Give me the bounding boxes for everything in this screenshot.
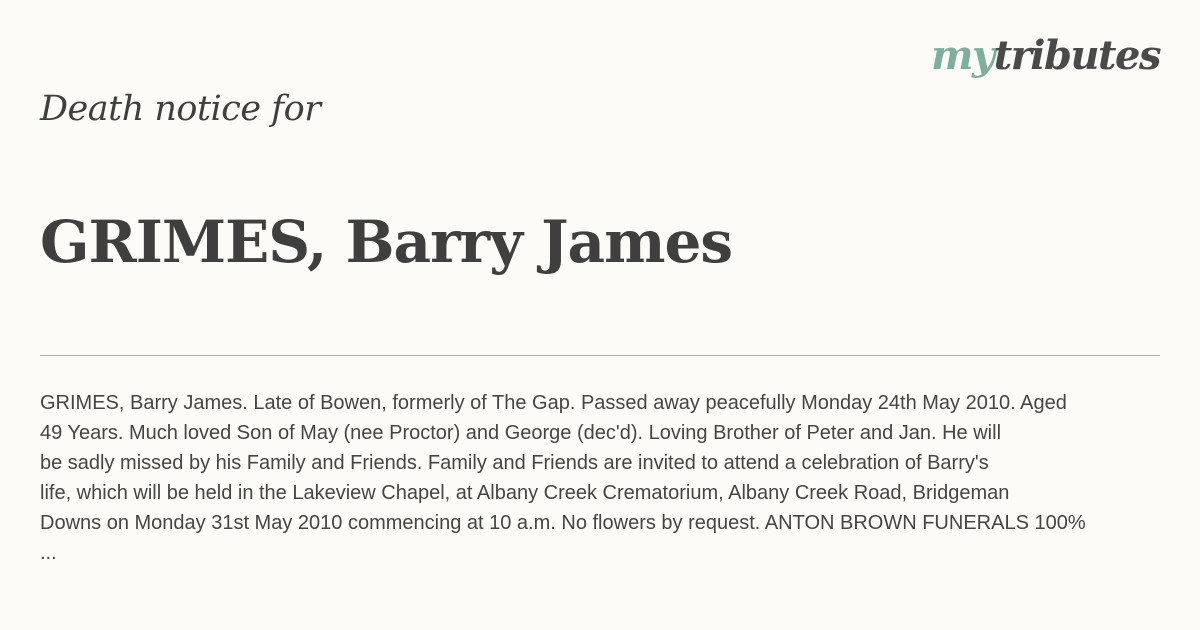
mytributes-logo[interactable]	[931, 32, 1160, 79]
deceased-name-heading: GRIMES, Barry James	[40, 208, 733, 276]
notice-body	[40, 388, 1160, 568]
notice-body-line: Downs on Monday 31st May 2010 commencing at 10 a.m. No flowers by request. ANTON BROWN FUNERALS 100%	[40, 512, 1086, 534]
notice-body-ellipsis: ...	[40, 542, 57, 564]
logo-tributes-text: tributes	[993, 32, 1160, 79]
notice-body-line: be sadly missed by his Family and Friends. Family and Friends are invited to attend a celebration of Barry's	[40, 452, 989, 474]
notice-body-line: GRIMES, Barry James. Late of Bowen, formerly of The Gap. Passed away peacefully Monday 24th May 2010. Aged	[40, 392, 1067, 414]
section-divider	[40, 355, 1160, 356]
notice-body-line: 49 Years. Much loved Son of May (nee Proctor) and George (dec'd). Loving Brother of Peter and Jan. He will	[40, 422, 1002, 444]
logo-my-text: my	[931, 32, 994, 79]
notice-body-line: life, which will be held in the Lakeview Chapel, at Albany Creek Crematorium, Albany Creek Road, Bridgeman	[40, 482, 1010, 504]
notice-subtitle: Death notice for	[40, 89, 321, 129]
